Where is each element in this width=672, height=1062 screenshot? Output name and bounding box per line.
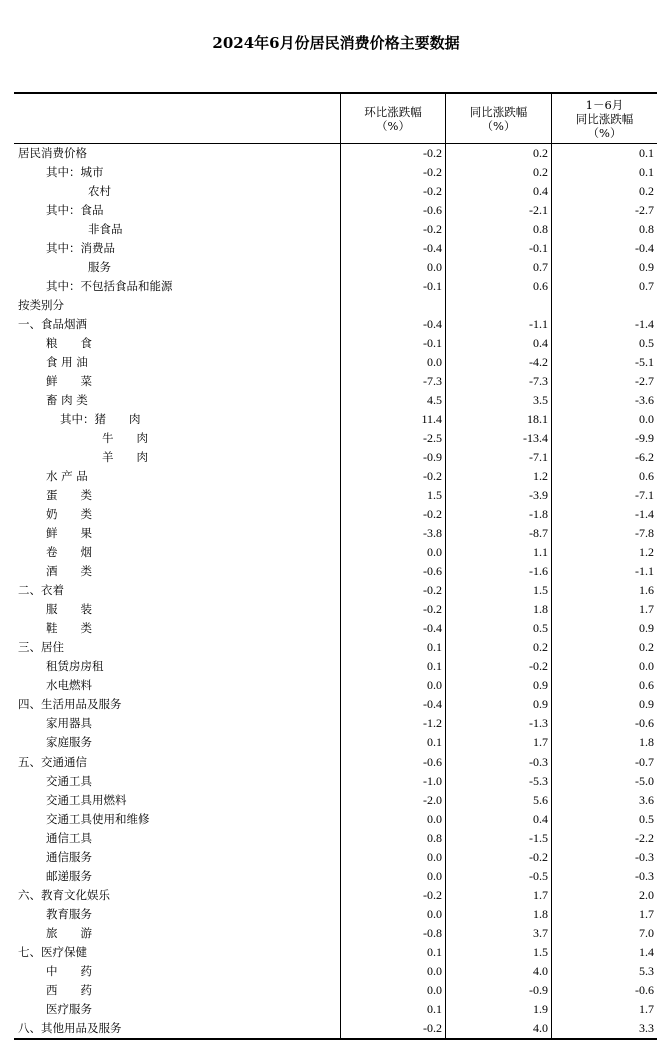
mom-value: 0.0 [340,676,445,695]
row-label: 四、生活用品及服务 [18,697,122,712]
yoy-value: 0.4 [445,810,551,829]
yoy-value: 5.6 [445,791,551,810]
row-label: 交通工具使用和维修 [46,811,150,826]
mom-value: 0.0 [340,543,445,562]
row-label: 按类别分 [18,298,64,313]
mom-value: -1.2 [340,714,445,733]
row-label: 中 药 [46,963,92,978]
ytd-value: 0.5 [551,334,657,353]
row-label: 农村 [88,184,111,199]
mom-value: -0.2 [340,581,445,600]
ytd-value: 0.9 [551,258,657,277]
table-body [14,144,657,1038]
yoy-value: 0.5 [445,619,551,638]
table-row [14,334,657,353]
mom-value: 0.0 [340,258,445,277]
ytd-value: 1.7 [551,600,657,619]
yoy-value [445,296,551,315]
row-label: 六、教育文化娱乐 [18,887,110,902]
yoy-value: 1.7 [445,733,551,752]
mom-value: -0.6 [340,201,445,220]
table-row [14,562,657,581]
yoy-value: -1.1 [445,315,551,334]
table-row [14,905,657,924]
yoy-value: -0.1 [445,239,551,258]
row-label: 七、医疗保健 [18,944,87,959]
row-label: 五、交通通信 [18,754,87,769]
table-row [14,638,657,657]
ytd-value: -7.1 [551,486,657,505]
ytd-value: 0.9 [551,695,657,714]
row-label: 畜 肉 类 [46,393,88,408]
row-label: 交通工具用燃料 [46,792,127,807]
table-row [14,600,657,619]
table-header [14,94,657,144]
table-row [14,182,657,201]
ytd-value: 0.0 [551,657,657,676]
yoy-value: -4.2 [445,353,551,372]
yoy-value: -1.5 [445,829,551,848]
yoy-value: 1.8 [445,600,551,619]
table-row [14,467,657,486]
mom-value: -0.9 [340,448,445,467]
mom-value: -0.4 [340,239,445,258]
table-row [14,429,657,448]
yoy-value: 18.1 [445,410,551,429]
row-label: 家用器具 [46,716,92,731]
table-row [14,714,657,733]
row-label: 其中：不包括食品和能源 [46,279,173,294]
yoy-value: 0.8 [445,220,551,239]
yoy-value: -0.2 [445,657,551,676]
ytd-value: -0.3 [551,867,657,886]
yoy-value: 0.2 [445,638,551,657]
ytd-value: -0.3 [551,848,657,867]
mom-value: 0.1 [340,733,445,752]
table-row [14,543,657,562]
ytd-value: 0.1 [551,144,657,163]
row-label: 通信工具 [46,830,92,845]
yoy-value: 4.0 [445,962,551,981]
mom-value: -0.2 [340,1019,445,1038]
mom-value: 0.0 [340,981,445,1000]
ytd-value [551,296,657,315]
mom-value: -2.0 [340,791,445,810]
ytd-value: 3.3 [551,1019,657,1038]
mom-value: -0.6 [340,562,445,581]
table-row [14,524,657,543]
mom-value: 0.1 [340,638,445,657]
table-row [14,201,657,220]
row-label: 一、食品烟酒 [18,317,87,332]
mom-value: 0.0 [340,867,445,886]
ytd-value: -7.8 [551,524,657,543]
table-row [14,220,657,239]
table-row [14,1019,657,1038]
ytd-value: 0.2 [551,638,657,657]
yoy-value: 1.2 [445,467,551,486]
yoy-value: 1.5 [445,943,551,962]
row-label: 其中：食品 [46,203,104,218]
row-label: 其中：猪 肉 [60,412,141,427]
row-label: 服 装 [46,602,92,617]
yoy-value: 3.7 [445,924,551,943]
mom-value: -7.3 [340,372,445,391]
ytd-value: 0.1 [551,163,657,182]
table-row [14,239,657,258]
yoy-value: -3.9 [445,486,551,505]
row-label: 西 药 [46,982,92,997]
row-label: 食 用 油 [46,355,88,370]
row-label: 三、居住 [18,640,64,655]
row-label: 通信服务 [46,849,92,864]
yoy-value: -8.7 [445,524,551,543]
ytd-value: -5.0 [551,772,657,791]
mom-value: -0.4 [340,619,445,638]
yoy-value: 0.4 [445,334,551,353]
header-mom [340,94,445,143]
header-mom-label: 环比涨跌幅 [364,104,422,119]
yoy-value: 0.9 [445,695,551,714]
mom-value: 0.0 [340,848,445,867]
table-row [14,924,657,943]
ytd-value: -1.1 [551,562,657,581]
table-row [14,391,657,410]
ytd-value: 0.7 [551,277,657,296]
header-yoy-unit: （%） [481,118,516,133]
ytd-value: -6.2 [551,448,657,467]
yoy-value: 1.8 [445,905,551,924]
cpi-table [14,92,657,1040]
row-label: 家庭服务 [46,735,92,750]
header-mom-unit: （%） [376,118,410,133]
header-ytd-period: 1－6月 [585,97,624,112]
row-label: 其中：消费品 [46,241,115,256]
row-label: 旅 游 [46,925,92,940]
ytd-value: 5.3 [551,962,657,981]
mom-value: 0.0 [340,810,445,829]
mom-value: -0.1 [340,334,445,353]
yoy-value: 1.7 [445,886,551,905]
mom-value: 0.0 [340,353,445,372]
ytd-value: -1.4 [551,505,657,524]
ytd-value: -2.7 [551,201,657,220]
row-label: 居民消费价格 [18,146,87,160]
mom-value: -0.2 [340,220,445,239]
mom-value: -1.0 [340,772,445,791]
mom-value: -0.2 [340,182,445,201]
table-row [14,981,657,1000]
mom-value: 0.1 [340,1000,445,1019]
yoy-value: -0.9 [445,981,551,1000]
table-row [14,448,657,467]
row-label: 蛋 类 [46,488,92,503]
header-blank [14,94,340,143]
table-row [14,676,657,695]
mom-value: -0.2 [340,505,445,524]
row-label: 八、其他用品及服务 [18,1020,122,1035]
table-row [14,943,657,962]
table-row [14,619,657,638]
ytd-value: 0.5 [551,810,657,829]
table-row [14,657,657,676]
table-row [14,144,657,163]
table-row [14,962,657,981]
yoy-value: 0.6 [445,277,551,296]
yoy-value: -1.3 [445,714,551,733]
ytd-value: 7.0 [551,924,657,943]
table-row [14,505,657,524]
ytd-value: -0.6 [551,981,657,1000]
yoy-value: -13.4 [445,429,551,448]
table-row [14,695,657,714]
table-row [14,296,657,315]
yoy-value: -5.3 [445,772,551,791]
mom-value: -0.2 [340,163,445,182]
table-row [14,258,657,277]
table-row [14,581,657,600]
table-row [14,410,657,429]
mom-value: 0.8 [340,829,445,848]
yoy-value: 1.5 [445,581,551,600]
table-row [14,772,657,791]
yoy-value: -7.1 [445,448,551,467]
ytd-value: -0.4 [551,239,657,258]
mom-value: -0.2 [340,600,445,619]
yoy-value: 0.4 [445,182,551,201]
yoy-value: -0.5 [445,867,551,886]
row-label: 医疗服务 [46,1001,92,1016]
row-label: 鲜 果 [46,526,92,541]
header-ytd-label: 同比涨跌幅 [575,111,634,126]
row-label: 水电燃料 [46,678,92,693]
ytd-value: 1.7 [551,905,657,924]
table-row [14,753,657,772]
ytd-value: 0.2 [551,182,657,201]
ytd-value: 1.6 [551,581,657,600]
row-label: 酒 类 [46,564,92,579]
table-row [14,353,657,372]
table-row [14,810,657,829]
mom-value: -0.4 [340,315,445,334]
yoy-value: -0.2 [445,848,551,867]
ytd-value: -0.7 [551,753,657,772]
table-row [14,733,657,752]
row-label: 粮 食 [46,336,92,351]
row-label: 邮递服务 [46,868,92,883]
ytd-value: 3.6 [551,791,657,810]
row-label: 卷 烟 [46,545,92,560]
ytd-value: 1.2 [551,543,657,562]
mom-value: 0.1 [340,657,445,676]
ytd-value: 0.8 [551,220,657,239]
table-row [14,791,657,810]
ytd-value: -3.6 [551,391,657,410]
ytd-value: -2.2 [551,829,657,848]
yoy-value: 3.5 [445,391,551,410]
row-label: 水 产 品 [46,469,88,484]
table-row [14,1000,657,1019]
yoy-value: -1.8 [445,505,551,524]
ytd-value: 2.0 [551,886,657,905]
row-label: 羊 肉 [102,450,148,465]
row-label: 教育服务 [46,906,92,921]
ytd-value: 0.6 [551,676,657,695]
table-row [14,829,657,848]
mom-value [340,296,445,315]
header-yoy [445,94,551,143]
ytd-value: -9.9 [551,429,657,448]
ytd-value: 0.6 [551,467,657,486]
mom-value: -0.8 [340,924,445,943]
table-row [14,372,657,391]
yoy-value: 1.1 [445,543,551,562]
table-row [14,315,657,334]
row-label: 租赁房房租 [46,659,104,674]
ytd-value: 0.9 [551,619,657,638]
ytd-value: 1.4 [551,943,657,962]
yoy-value: 0.2 [445,163,551,182]
row-label: 奶 类 [46,507,92,522]
page-title: 2024年6月份居民消费价格主要数据 [212,34,460,52]
table-row [14,867,657,886]
row-label: 非食品 [88,222,123,237]
mom-value: -0.4 [340,695,445,714]
ytd-value: -2.7 [551,372,657,391]
mom-value: -2.5 [340,429,445,448]
ytd-value: -0.6 [551,714,657,733]
row-label: 交通工具 [46,773,92,788]
mom-value: -0.1 [340,277,445,296]
yoy-value: 1.9 [445,1000,551,1019]
table-row [14,163,657,182]
header-ytd [551,94,657,143]
row-label: 服务 [88,260,111,275]
yoy-value: 0.9 [445,676,551,695]
yoy-value: 0.7 [445,258,551,277]
mom-value: 0.1 [340,943,445,962]
mom-value: 11.4 [340,410,445,429]
ytd-value: 0.0 [551,410,657,429]
yoy-value: 4.0 [445,1019,551,1038]
table-row [14,886,657,905]
mom-value: 0.0 [340,962,445,981]
ytd-value: -5.1 [551,353,657,372]
row-label: 牛 肉 [102,431,148,446]
table-row [14,277,657,296]
yoy-value: -7.3 [445,372,551,391]
mom-value: -3.8 [340,524,445,543]
row-label: 其中：城市 [46,165,104,180]
mom-value: 0.0 [340,905,445,924]
ytd-value: 1.8 [551,733,657,752]
ytd-value: 1.7 [551,1000,657,1019]
yoy-value: 0.2 [445,144,551,163]
yoy-value: -0.3 [445,753,551,772]
header-yoy-label: 同比涨跌幅 [469,104,528,119]
yoy-value: -2.1 [445,201,551,220]
row-label: 鲜 菜 [46,374,92,389]
table-row [14,486,657,505]
row-label: 鞋 类 [46,621,92,636]
ytd-value: -1.4 [551,315,657,334]
yoy-value: -1.6 [445,562,551,581]
mom-value: 4.5 [340,391,445,410]
mom-value: -0.2 [340,886,445,905]
mom-value: -0.2 [340,467,445,486]
mom-value: -0.2 [340,144,445,163]
mom-value: 1.5 [340,486,445,505]
row-label: 二、衣着 [18,583,64,598]
table-row [14,848,657,867]
mom-value: -0.6 [340,753,445,772]
header-ytd-unit: （%） [587,125,622,140]
